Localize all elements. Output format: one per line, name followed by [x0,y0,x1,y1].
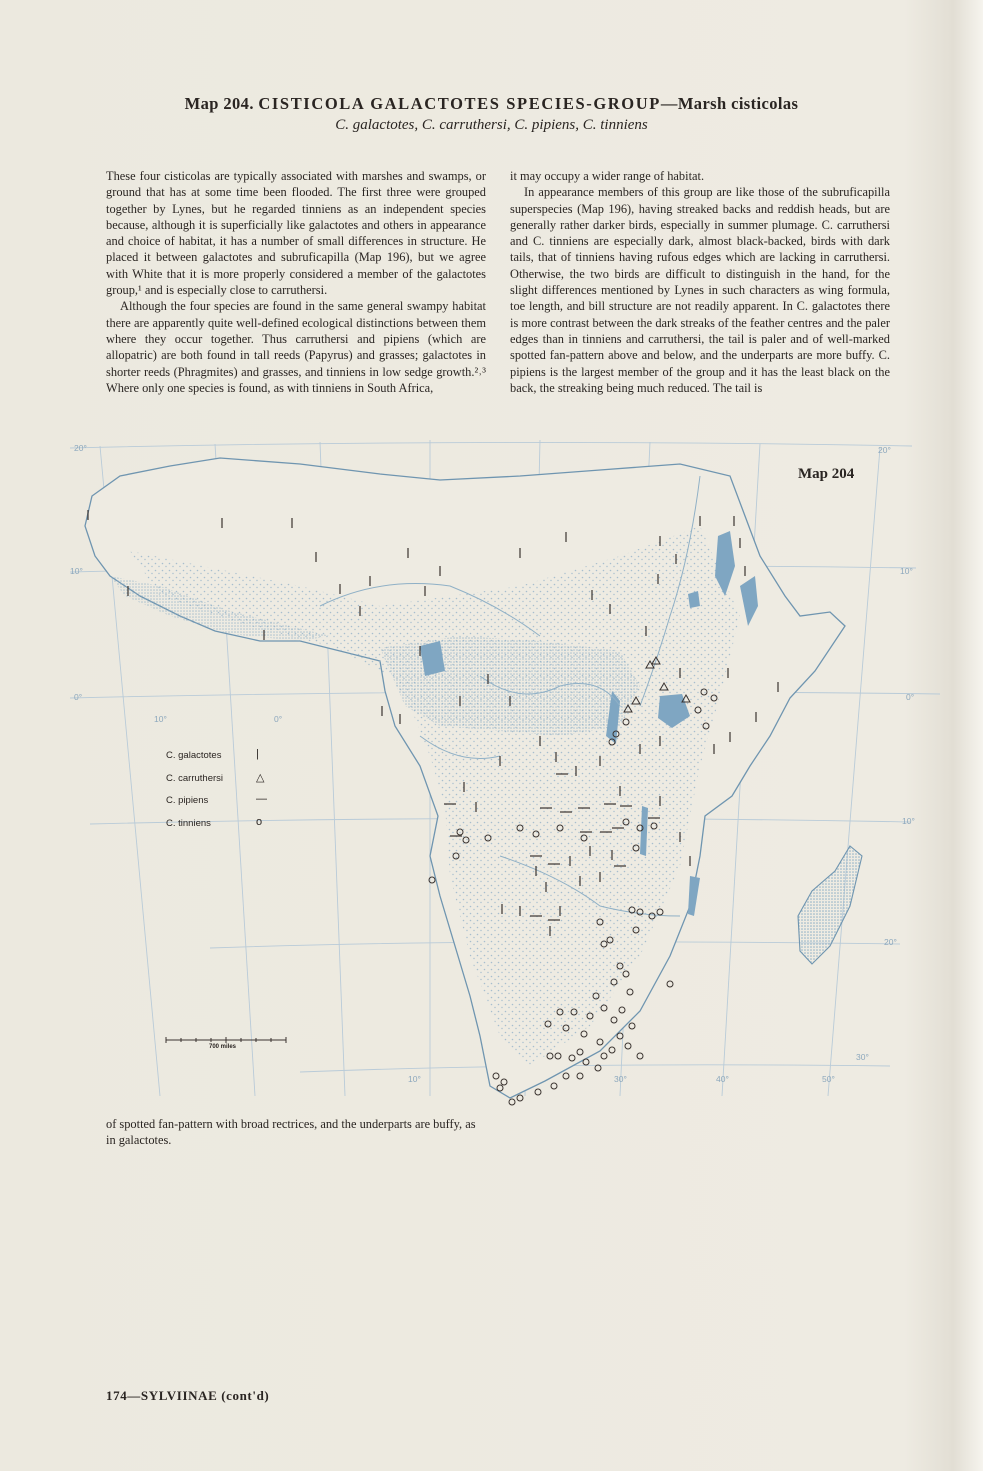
species-list: C. galactotes, C. carruthersi, C. pipiens, C. tinniens [335,117,648,133]
distribution-map [0,436,983,1111]
legend-label: C. galactotes [166,750,222,761]
lat-label: 10° [902,816,915,826]
lat-label: 0° [906,692,915,702]
legend-symbol: — [256,793,267,805]
lon-label: 40° [716,1074,729,1084]
map-number: Map 204. [184,94,254,113]
common-name: —Marsh cisticolas [660,94,799,113]
page-title [0,94,983,114]
lat-label: 20° [878,445,891,455]
map-label: Map 204 [798,466,855,482]
map-legend [166,750,276,840]
group-name: CISTICOLA GALACTOTES SPECIES-GROUP [258,94,661,113]
legend-symbol: | [256,748,259,760]
text-column-right [510,168,890,396]
lat-label: 10° [900,566,913,576]
legend-label: C. tinniens [166,817,211,829]
legend-item [166,815,276,841]
legend-symbol: o [256,815,263,828]
lat-label: 20° [884,937,897,947]
lon-label: 30° [614,1074,627,1084]
legend-symbol: △ [256,771,265,784]
continued-text: of spotted fan-pattern with broad rectrices, and the underparts are buffy, as in galactotes. [106,1117,476,1148]
madagascar [798,846,862,964]
lon-label: 50° [822,1074,835,1084]
lat-label: 0° [74,692,83,702]
paragraph: Although the four species are found in the same general swampy habitat there are apparently quite well-defined ecological distinctions between them where they occur together. Thus carruthersi and pipiens (which are allopatric) are both found in tall reeds (Papyrus) and grasses; galactotes in shorter reeds (Phragmites) and grasses, and tinniens in low sedge growth.²˒³ Where only one species is found, as with tinniens in South Africa, [106,299,486,395]
scale-bar [166,1037,286,1043]
text-column-left [106,168,486,396]
page-footer: 174—SYLVIINAE (cont'd) [106,1388,270,1403]
lon-label: 0° [274,714,283,724]
lon-label: 10° [154,714,167,724]
legend-item [166,750,276,773]
legend-label: C. carruthersi [166,772,224,784]
paragraph: These four cisticolas are typically associated with marshes and swamps, or ground that has at some time been flooded. The first three were grouped together by Lynes, but he regarded tinniens as an independent species because, although it is superficially like galactotes and others in appearance and choice of habitat, it has a number of small differences in structure. He placed it between galactotes and subruficapilla (Map 196), but we agree with White that it is more properly considered a member of the galactotes group,¹ and is especially close to carruthersi. [106,169,486,298]
lat-label: 30° [856,1052,869,1062]
lat-label: 20° [74,443,87,453]
paragraph: In appearance members of this group are like those of the subruficapilla superspecies (Map 196), having streaked backs and reddish heads, but are generally rather darker birds, especially in summer plumage. C. carruthersi and C. tinniens are especially dark, almost black-backed, birds with dark tails, that of tinniens having rufous edges which are lacking in carruthersi. Otherwise, the two birds are difficult to distinguish in the hand, for the slight differences mentioned by Lynes in such characters as wing formula, toe length, and bill structure are not readily apparent. In C. galactotes there is more contrast between the dark streaks of the feather centres and the paler edges than in tinniens and carruthersi, the tail is paler and of well-marked spotted fan-pattern above and below, and the underparts are more buffy. C. pipiens is the largest member of the group and it has the least black on the back, the streaking being much reduced. The tail is [510,185,890,395]
paragraph: it may occupy a wider range of habitat. [510,169,705,183]
lon-label: 10° [408,1074,421,1084]
lat-label: 10° [70,566,83,576]
legend-item [166,795,276,818]
legend-item [166,773,276,796]
scale-label: 700 miles [209,1044,237,1050]
legend-label: C. pipiens [166,795,209,806]
